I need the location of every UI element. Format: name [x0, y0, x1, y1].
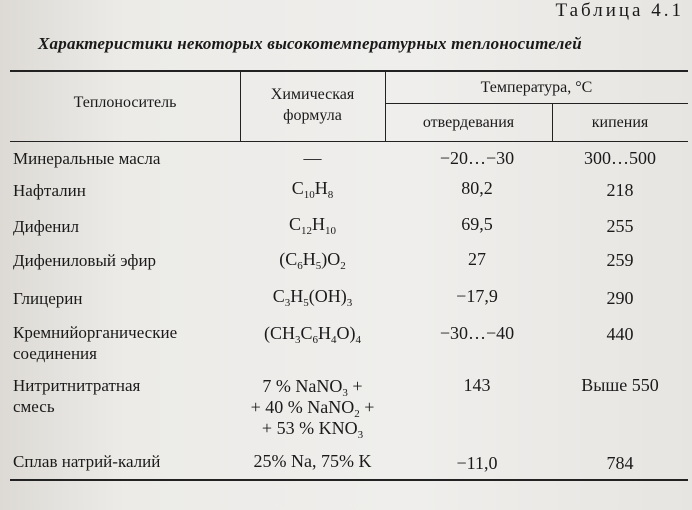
coolant-name: Минеральные масла	[13, 149, 161, 168]
formula-cell: $(CH_3C_6H_4O)_4$	[263, 323, 361, 346]
solidification-cell: 27	[468, 249, 486, 269]
coolant-name	[13, 375, 243, 417]
coolant-name-line2: смесь	[13, 397, 55, 416]
header-boiling: кипения	[591, 114, 649, 131]
solidification-cell: −17,9	[456, 286, 498, 306]
table-header	[10, 72, 688, 142]
table-row	[10, 315, 688, 365]
table-row	[10, 445, 688, 479]
data-table	[10, 70, 688, 481]
boiling-cell: Выше 550	[581, 375, 659, 395]
boiling-cell: 259	[606, 250, 634, 270]
formula-line3: + 53 % $KNO_3$	[261, 418, 364, 441]
header-coolant: Теплоноситель	[73, 94, 177, 111]
header-temperature: Температура, °C	[480, 79, 593, 96]
solidification-cell: −11,0	[456, 453, 498, 473]
boiling-cell: 255	[606, 216, 634, 236]
table-row	[10, 172, 688, 208]
table-row	[10, 208, 688, 244]
table-row	[10, 365, 688, 445]
coolant-name-line1: Кремнийорганические	[13, 323, 178, 342]
solidification-cell: −30…−40	[439, 323, 515, 343]
boiling-cell: 218	[606, 180, 634, 200]
formula-cell: $C_{10}H_8$	[291, 178, 334, 201]
table-row	[10, 280, 688, 315]
table-row	[10, 244, 688, 280]
header-formula	[240, 84, 385, 126]
table-title: Характеристики некоторых высокотемпературных теплоносителей	[38, 34, 582, 53]
formula-line1: 7 % NaNO$_3$ +	[262, 376, 363, 399]
formula-cell: $(C_6H_5)O_2$	[279, 249, 346, 272]
formula-line2: + 40 % NaNO$_2$ +	[250, 397, 375, 420]
solidification-cell: −20…−30	[439, 148, 515, 168]
boiling-cell: 300…500	[584, 148, 656, 168]
coolant-name: Нафталин	[13, 181, 86, 200]
coolant-name: Глицерин	[13, 289, 83, 308]
solidification-cell: 80,2	[461, 178, 493, 198]
solidification-cell: 69,5	[461, 214, 493, 234]
header-formula-line1: Химическая	[270, 86, 355, 103]
formula-cell	[240, 376, 385, 439]
table-number: Таблица 4.1	[555, 0, 684, 21]
header-divider	[385, 103, 688, 104]
header-solidification: отвердевания	[422, 114, 515, 131]
coolant-name	[13, 322, 243, 364]
formula-cell: 25% Na, 75% K	[253, 451, 372, 471]
coolant-name-line2: соединения	[13, 344, 97, 363]
header-formula-line2: формула	[283, 107, 342, 124]
coolant-name: Дифенил	[13, 217, 79, 236]
table-row	[10, 142, 688, 172]
coolant-name: Сплав натрий-калий	[13, 452, 161, 471]
coolant-name-line1: Нитритнитратная	[13, 376, 141, 395]
formula-cell: $C_{12}H_{10}$	[288, 214, 336, 237]
formula-cell: $C_3H_5(OH)_3$	[272, 286, 353, 309]
solidification-cell: 143	[463, 375, 491, 395]
boiling-cell: 290	[606, 288, 634, 308]
formula-cell: —	[303, 148, 322, 168]
coolant-name: Дифениловый эфир	[13, 251, 157, 270]
boiling-cell: 440	[606, 324, 634, 344]
boiling-cell: 784	[606, 453, 634, 473]
